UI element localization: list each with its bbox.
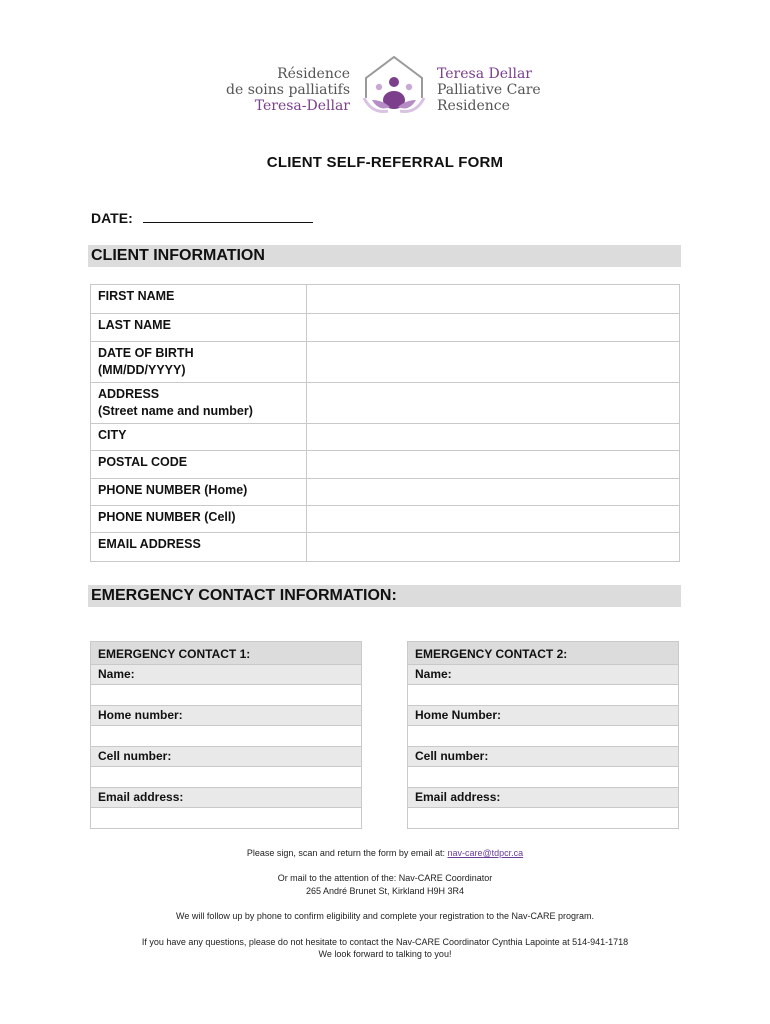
ec2-email-field[interactable] <box>407 807 679 829</box>
field-label: PHONE NUMBER (Home) <box>91 479 307 506</box>
emergency-contact-1-header: EMERGENCY CONTACT 1: <box>90 641 362 665</box>
logo-line: Teresa-Dellar <box>254 98 350 114</box>
ec1-cell-number-field[interactable] <box>90 766 362 788</box>
logo-line: Teresa Dellar <box>437 66 532 82</box>
field-label-line: DATE OF BIRTH <box>98 346 194 360</box>
client-info-table <box>90 284 680 562</box>
first-name-field[interactable] <box>307 285 680 314</box>
field-label: Home number: <box>90 706 362 725</box>
footer-address-line: 265 André Brunet St, Kirkland H9H 3R4 <box>305 886 465 896</box>
field-label: Email address: <box>90 788 362 807</box>
ec2-name-field[interactable] <box>407 684 679 706</box>
logo-text-french <box>226 66 350 114</box>
footer-followup-line: We will follow up by phone to confirm eligibility and complete your registration to the Nav-CARE program. <box>175 911 595 921</box>
field-label: Cell number: <box>90 747 362 766</box>
logo-line: Residence <box>437 98 510 114</box>
footer-return-line <box>0 847 770 859</box>
client-section-title: CLIENT INFORMATION <box>88 245 681 267</box>
last-name-field[interactable] <box>307 314 680 342</box>
logo-text-english <box>437 66 541 114</box>
table-row <box>91 424 680 451</box>
field-label-line: (MM/DD/YYYY) <box>98 363 186 377</box>
date-of-birth-field[interactable] <box>307 342 680 383</box>
table-row <box>91 285 680 314</box>
ec1-email-field[interactable] <box>90 807 362 829</box>
address-field[interactable] <box>307 383 680 424</box>
footer-closing-line: We look forward to talking to you! <box>318 949 452 959</box>
postal-code-field[interactable] <box>307 451 680 479</box>
field-label: LAST NAME <box>91 314 307 342</box>
footer-mail-line: Or mail to the attention of the: Nav-CARE Coordinator <box>277 873 493 883</box>
form-title: CLIENT SELF-REFERRAL FORM <box>266 154 504 171</box>
ec2-home-number-field[interactable] <box>407 725 679 747</box>
date-input-line[interactable] <box>143 212 313 223</box>
field-label: Email address: <box>407 788 679 807</box>
ec2-cell-number-field[interactable] <box>407 766 679 788</box>
field-label <box>91 342 307 383</box>
table-row <box>91 314 680 342</box>
field-label-line: ADDRESS <box>98 387 160 401</box>
field-label-line: (Street name and number) <box>98 404 253 418</box>
field-label: EMAIL ADDRESS <box>91 533 307 562</box>
emergency-contact-2 <box>407 641 679 829</box>
residence-logo-icon <box>360 54 428 118</box>
table-row <box>91 479 680 506</box>
field-label: Home Number: <box>407 706 679 725</box>
ec1-name-field[interactable] <box>90 684 362 706</box>
date-row <box>91 210 313 226</box>
table-row <box>91 533 680 562</box>
email-field[interactable] <box>307 533 680 562</box>
field-label: CITY <box>91 424 307 451</box>
field-label <box>91 383 307 424</box>
city-field[interactable] <box>307 424 680 451</box>
ec1-home-number-field[interactable] <box>90 725 362 747</box>
field-label: Name: <box>407 665 679 684</box>
field-label: FIRST NAME <box>91 285 307 314</box>
emergency-section-title: EMERGENCY CONTACT INFORMATION: <box>88 585 681 607</box>
emergency-contact-2-header: EMERGENCY CONTACT 2: <box>407 641 679 665</box>
table-row <box>91 342 680 383</box>
logo-line: Palliative Care <box>437 82 541 98</box>
footer-contact-line: If you have any questions, please do not hesitate to contact the Nav-CARE Coordinator Cynthia Lapointe at 514-941-1718 <box>141 937 629 947</box>
field-label: Cell number: <box>407 747 679 766</box>
table-row <box>91 383 680 424</box>
logo-line: Résidence <box>277 66 350 82</box>
phone-cell-field[interactable] <box>307 506 680 533</box>
logo-line: de soins palliatifs <box>226 82 350 98</box>
table-row <box>91 451 680 479</box>
email-link[interactable]: nav-care@tdpcr.ca <box>447 848 524 858</box>
field-label: POSTAL CODE <box>91 451 307 479</box>
table-row <box>91 506 680 533</box>
footer-text: Please sign, scan and return the form by email at: <box>246 848 445 858</box>
date-label: DATE: <box>91 210 133 226</box>
phone-home-field[interactable] <box>307 479 680 506</box>
emergency-contact-1 <box>90 641 362 829</box>
field-label: PHONE NUMBER (Cell) <box>91 506 307 533</box>
field-label: Name: <box>90 665 362 684</box>
